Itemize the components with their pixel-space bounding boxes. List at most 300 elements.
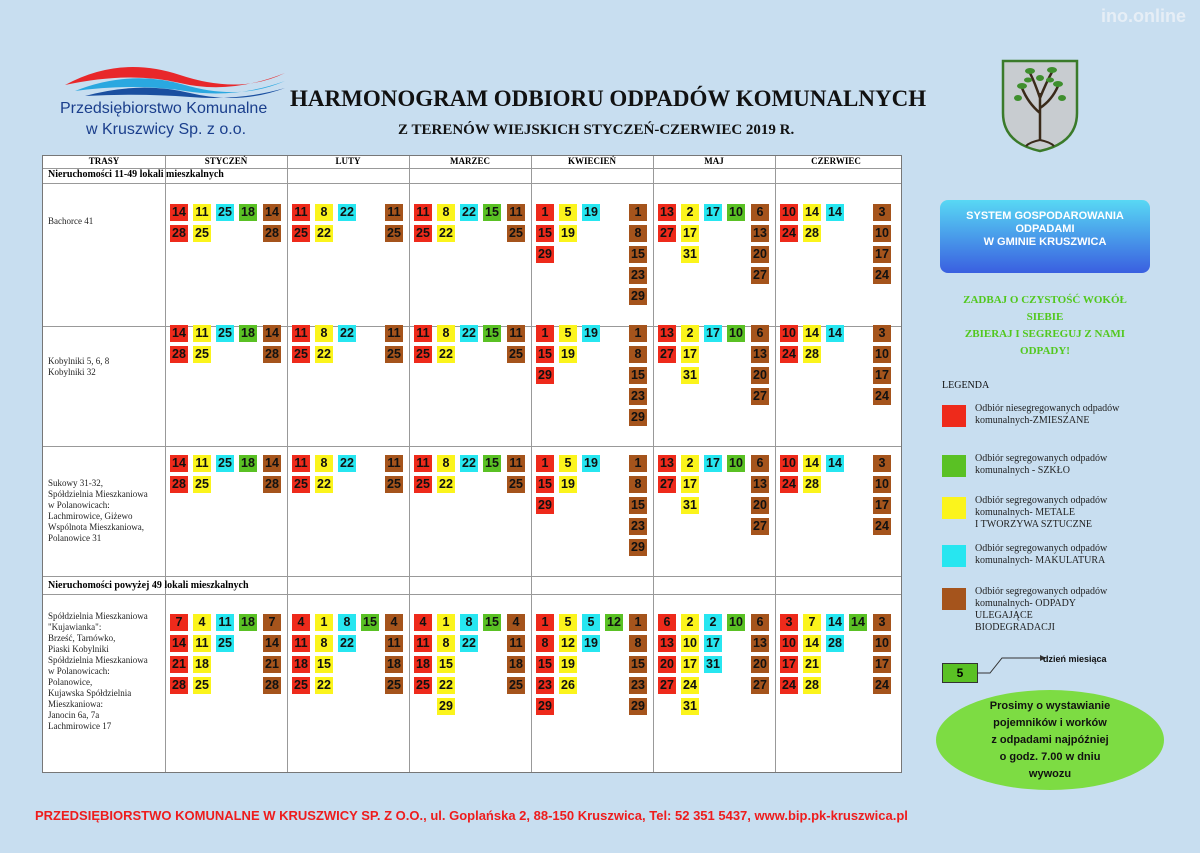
day-cell: 2 [704, 614, 722, 631]
legend-text [975, 543, 1135, 567]
day-cell: 12 [605, 614, 623, 631]
company-logo [50, 55, 290, 145]
day-cell: 25 [292, 476, 310, 493]
day-cell: 17 [873, 497, 891, 514]
day-cell: 29 [629, 288, 647, 305]
logo-swoosh-icon [60, 55, 290, 100]
day-cell: 25 [414, 346, 432, 363]
day-cell: 28 [803, 476, 821, 493]
day-cell: 11 [414, 635, 432, 652]
day-cell: 28 [803, 346, 821, 363]
day-cell: 11 [385, 635, 403, 652]
day-cell: 25 [507, 346, 525, 363]
day-cell: 8 [437, 204, 455, 221]
day-cell: 23 [629, 388, 647, 405]
route-label [48, 478, 166, 544]
day-cell: 25 [193, 476, 211, 493]
slogan-line: ZBIERAJ I SEGREGUJ Z NAMI [964, 328, 1126, 340]
day-cell: 13 [751, 635, 769, 652]
column-divider [531, 156, 532, 772]
section-heading: Nieruchomości powyżej 49 lokali mieszkalnych [48, 580, 249, 591]
column-divider [653, 156, 654, 772]
notice-oval [936, 690, 1164, 790]
route-line: Kobylniki 5, 6, 8 [48, 356, 110, 366]
day-cell: 13 [658, 204, 676, 221]
day-cell: 2 [681, 204, 699, 221]
day-cell: 31 [681, 246, 699, 263]
day-cell: 13 [658, 635, 676, 652]
route-label [48, 216, 166, 227]
legend-line: komunalnych-ZMIESZANE [975, 415, 1090, 426]
day-cell: 25 [216, 325, 234, 342]
day-cell: 15 [361, 614, 379, 631]
day-cell: 2 [681, 614, 699, 631]
route-line: Spółdzielnia Mieszkaniowa [48, 611, 148, 621]
day-cell: 28 [803, 677, 821, 694]
day-cell: 25 [385, 225, 403, 242]
route-line: Lachmirowice, Giżewo [48, 511, 133, 521]
day-cell: 18 [385, 656, 403, 673]
route-line: Kujawska Spółdzielnia [48, 688, 132, 698]
notice-line: pojemników i worków [993, 717, 1107, 729]
route-label [48, 356, 166, 378]
system-line: W GMINIE KRUSZWICA [983, 236, 1107, 248]
day-cell: 11 [507, 204, 525, 221]
day-cell: 24 [780, 677, 798, 694]
day-cell: 10 [727, 325, 745, 342]
route-line: Sukowy 31-32, [48, 478, 104, 488]
logo-line2: w Kruszwicy Sp. z o.o. [86, 121, 247, 138]
day-cell: 10 [727, 204, 745, 221]
legend-line: Odbiór segregowanych odpadów [975, 495, 1108, 506]
day-cell: 28 [170, 225, 188, 242]
day-cell: 29 [629, 539, 647, 556]
day-cell: 18 [239, 614, 257, 631]
day-cell: 23 [629, 677, 647, 694]
route-line: Polanowice, [48, 677, 93, 687]
day-cell: 15 [629, 497, 647, 514]
route-line: w Polanowicach: [48, 500, 110, 510]
legend-line: komunalnych - SZKŁO [975, 465, 1070, 476]
day-cell: 11 [193, 455, 211, 472]
day-cell: 3 [873, 614, 891, 631]
page-subtitle: Z TERENÓW WIEJSKICH STYCZEŃ-CZERWIEC 2019 R. [398, 122, 795, 138]
day-cell: 14 [263, 635, 281, 652]
day-cell: 17 [873, 367, 891, 384]
slogan-line: ODPADY! [1020, 345, 1070, 357]
day-cell: 20 [751, 367, 769, 384]
day-cell: 1 [536, 204, 554, 221]
day-cell: 25 [216, 635, 234, 652]
schedule-table [42, 155, 902, 773]
route-line: Mieszkaniowa: [48, 699, 103, 709]
day-cell: 11 [414, 204, 432, 221]
header-month: LUTY [335, 156, 361, 166]
route-line: Lachmirowice 17 [48, 721, 112, 731]
day-cell: 8 [338, 614, 356, 631]
day-cell: 3 [780, 614, 798, 631]
day-cell: 29 [629, 409, 647, 426]
day-cell: 27 [658, 677, 676, 694]
day-cell: 8 [629, 225, 647, 242]
day-cell: 18 [239, 455, 257, 472]
day-cell: 24 [780, 476, 798, 493]
day-cell: 8 [629, 346, 647, 363]
day-cell: 1 [629, 204, 647, 221]
day-cell: 8 [437, 325, 455, 342]
day-cell: 1 [315, 614, 333, 631]
legend-line: Odbiór segregowanych odpadów [975, 453, 1108, 464]
legend-example-label: dzień miesiąca [1043, 654, 1107, 664]
day-cell: 14 [803, 204, 821, 221]
day-cell: 11 [507, 635, 525, 652]
day-cell: 27 [751, 677, 769, 694]
day-cell: 14 [170, 455, 188, 472]
day-cell: 17 [704, 325, 722, 342]
day-cell: 11 [385, 204, 403, 221]
day-cell: 14 [849, 614, 867, 631]
day-cell: 7 [170, 614, 188, 631]
day-cell: 15 [483, 204, 501, 221]
row-divider [43, 183, 901, 184]
day-cell: 25 [216, 455, 234, 472]
day-cell: 27 [751, 518, 769, 535]
route-line: w Polanowicach: [48, 666, 110, 676]
route-line: "Kujawianka": [48, 622, 102, 632]
day-cell: 6 [751, 455, 769, 472]
day-cell: 17 [873, 656, 891, 673]
day-cell: 22 [437, 476, 455, 493]
day-cell: 27 [751, 267, 769, 284]
legend-swatch [942, 545, 966, 567]
day-cell: 4 [193, 614, 211, 631]
day-cell: 25 [414, 476, 432, 493]
day-cell: 19 [559, 656, 577, 673]
legend-swatch [942, 455, 966, 477]
day-cell: 23 [536, 677, 554, 694]
legend-swatch [942, 588, 966, 610]
day-cell: 14 [170, 325, 188, 342]
day-cell: 19 [582, 635, 600, 652]
day-cell: 11 [507, 455, 525, 472]
day-cell: 14 [803, 325, 821, 342]
day-cell: 22 [437, 225, 455, 242]
day-cell: 14 [803, 635, 821, 652]
day-cell: 19 [559, 225, 577, 242]
notice-line: o godz. 7.00 w dniu [999, 751, 1101, 763]
day-cell: 5 [559, 614, 577, 631]
day-cell: 22 [437, 677, 455, 694]
day-cell: 22 [338, 325, 356, 342]
day-cell: 3 [873, 455, 891, 472]
day-cell: 11 [292, 325, 310, 342]
day-cell: 24 [873, 267, 891, 284]
day-cell: 25 [385, 346, 403, 363]
day-cell: 10 [873, 476, 891, 493]
route-line: Kobylniki 32 [48, 367, 96, 377]
route-line: Bachorce 41 [48, 216, 94, 226]
route-line: Janocin 6a, 7a [48, 710, 100, 720]
day-cell: 17 [681, 476, 699, 493]
day-cell: 10 [873, 635, 891, 652]
day-cell: 21 [170, 656, 188, 673]
day-cell: 11 [507, 325, 525, 342]
day-cell: 14 [803, 455, 821, 472]
day-cell: 11 [292, 455, 310, 472]
day-cell: 20 [751, 656, 769, 673]
day-cell: 29 [629, 698, 647, 715]
day-cell: 2 [681, 325, 699, 342]
day-cell: 8 [437, 455, 455, 472]
route-line: Wspólnota Mieszkaniowa, [48, 522, 144, 532]
day-cell: 6 [751, 204, 769, 221]
day-cell: 19 [582, 325, 600, 342]
day-cell: 15 [536, 346, 554, 363]
row-divider [43, 446, 901, 447]
day-cell: 10 [681, 635, 699, 652]
day-cell: 28 [170, 346, 188, 363]
legend-text [975, 586, 1135, 634]
day-cell: 25 [193, 225, 211, 242]
day-cell: 20 [751, 246, 769, 263]
day-cell: 27 [658, 476, 676, 493]
day-cell: 19 [559, 346, 577, 363]
day-cell: 17 [873, 246, 891, 263]
day-cell: 28 [263, 476, 281, 493]
day-cell: 14 [263, 455, 281, 472]
legend-title: LEGENDA [942, 380, 990, 391]
day-cell: 20 [658, 656, 676, 673]
day-cell: 6 [658, 614, 676, 631]
day-cell: 13 [751, 476, 769, 493]
day-cell: 1 [536, 325, 554, 342]
logo-line1: Przedsiębiorstwo Komunalne [60, 100, 268, 117]
day-cell: 15 [437, 656, 455, 673]
day-cell: 3 [873, 204, 891, 221]
day-cell: 22 [460, 455, 478, 472]
day-cell: 15 [629, 246, 647, 263]
day-cell: 27 [658, 225, 676, 242]
day-cell: 18 [239, 325, 257, 342]
day-cell: 28 [826, 635, 844, 652]
arrow-icon [978, 650, 1048, 675]
day-cell: 4 [414, 614, 432, 631]
day-cell: 19 [582, 204, 600, 221]
day-cell: 8 [437, 635, 455, 652]
day-cell: 28 [170, 476, 188, 493]
day-cell: 3 [873, 325, 891, 342]
day-cell: 1 [629, 455, 647, 472]
day-cell: 13 [751, 225, 769, 242]
day-cell: 20 [751, 497, 769, 514]
legend-line: BIODEGRADACJI [975, 622, 1055, 633]
day-cell: 5 [559, 325, 577, 342]
route-line: Brześć, Tarnówko, [48, 633, 116, 643]
day-cell: 25 [292, 677, 310, 694]
day-cell: 1 [536, 614, 554, 631]
day-cell: 8 [536, 635, 554, 652]
notice-line: Prosimy o wystawianie [989, 700, 1111, 712]
day-cell: 17 [681, 225, 699, 242]
day-cell: 24 [681, 677, 699, 694]
day-cell: 4 [507, 614, 525, 631]
header-trasy: TRASY [88, 156, 120, 166]
day-cell: 10 [780, 455, 798, 472]
day-cell: 2 [681, 455, 699, 472]
day-cell: 24 [873, 388, 891, 405]
day-cell: 19 [582, 455, 600, 472]
legend-swatch [942, 405, 966, 427]
day-cell: 29 [536, 246, 554, 263]
legend-text [975, 453, 1135, 477]
day-cell: 18 [193, 656, 211, 673]
route-label [48, 611, 166, 732]
route-line: Spółdzielnia Mieszkaniowa [48, 655, 148, 665]
day-cell: 11 [292, 635, 310, 652]
day-cell: 25 [385, 677, 403, 694]
day-cell: 22 [338, 204, 356, 221]
day-cell: 11 [414, 325, 432, 342]
row-divider [43, 576, 901, 577]
system-info-box [940, 200, 1150, 273]
day-cell: 18 [414, 656, 432, 673]
day-cell: 14 [826, 455, 844, 472]
legend-text [975, 495, 1135, 531]
day-cell: 10 [780, 325, 798, 342]
day-cell: 1 [536, 455, 554, 472]
day-cell: 6 [751, 325, 769, 342]
day-cell: 18 [507, 656, 525, 673]
page-title: HARMONOGRAM ODBIORU ODPADÓW KOMUNALNYCH [290, 86, 927, 111]
day-cell: 10 [727, 614, 745, 631]
day-cell: 14 [263, 204, 281, 221]
day-cell: 8 [629, 476, 647, 493]
day-cell: 31 [681, 367, 699, 384]
day-cell: 19 [559, 476, 577, 493]
system-line: SYSTEM GOSPODAROWANIA [966, 210, 1124, 222]
day-cell: 12 [559, 635, 577, 652]
day-cell: 13 [658, 455, 676, 472]
day-cell: 14 [826, 325, 844, 342]
legend-line: Odbiór niesegregowanych odpadów [975, 403, 1120, 414]
day-cell: 24 [873, 677, 891, 694]
day-cell: 22 [315, 225, 333, 242]
legend-swatch [942, 497, 966, 519]
header-month: KWIECIEŃ [567, 156, 616, 166]
notice-line: wywozu [1028, 768, 1072, 780]
day-cell: 8 [460, 614, 478, 631]
day-cell: 31 [704, 656, 722, 673]
route-line: Piaski Kobylniki [48, 644, 109, 654]
day-cell: 27 [751, 388, 769, 405]
day-cell: 11 [193, 204, 211, 221]
day-cell: 17 [780, 656, 798, 673]
header-month: CZERWIEC [811, 156, 861, 166]
day-cell: 10 [873, 225, 891, 242]
day-cell: 25 [193, 677, 211, 694]
day-cell: 23 [629, 518, 647, 535]
day-cell: 25 [292, 346, 310, 363]
day-cell: 7 [803, 614, 821, 631]
section-heading: Nieruchomości 11-49 lokali mieszkalnych [48, 169, 224, 180]
day-cell: 25 [507, 677, 525, 694]
day-cell: 25 [216, 204, 234, 221]
day-cell: 7 [263, 614, 281, 631]
day-cell: 31 [681, 698, 699, 715]
system-line: ODPADAMI [1015, 223, 1075, 235]
day-cell: 11 [292, 204, 310, 221]
day-cell: 8 [315, 204, 333, 221]
watermark: ino.online [1101, 6, 1186, 26]
day-cell: 18 [292, 656, 310, 673]
day-cell: 29 [437, 698, 455, 715]
column-divider [409, 156, 410, 772]
day-cell: 8 [315, 635, 333, 652]
day-cell: 22 [460, 325, 478, 342]
day-cell: 14 [170, 204, 188, 221]
day-cell: 22 [460, 204, 478, 221]
day-cell: 22 [338, 635, 356, 652]
day-cell: 10 [873, 346, 891, 363]
day-cell: 5 [559, 455, 577, 472]
legend-example-day: 5 [942, 663, 978, 683]
day-cell: 6 [751, 614, 769, 631]
day-cell: 10 [727, 455, 745, 472]
day-cell: 5 [582, 614, 600, 631]
legend-line: komunalnych- METALE [975, 507, 1076, 518]
day-cell: 21 [803, 656, 821, 673]
column-divider [775, 156, 776, 772]
day-cell: 28 [170, 677, 188, 694]
day-cell: 25 [193, 346, 211, 363]
day-cell: 14 [170, 635, 188, 652]
route-line: Polanowice 31 [48, 533, 102, 543]
notice-line: z odpadami najpóźniej [991, 734, 1109, 746]
day-cell: 4 [385, 614, 403, 631]
day-cell: 17 [681, 346, 699, 363]
day-cell: 25 [507, 225, 525, 242]
day-cell: 24 [780, 225, 798, 242]
legend-line: komunalnych- ODPADY ULEGAJĄCE [975, 598, 1076, 621]
day-cell: 17 [704, 204, 722, 221]
day-cell: 26 [559, 677, 577, 694]
day-cell: 11 [385, 325, 403, 342]
day-cell: 17 [704, 635, 722, 652]
day-cell: 17 [681, 656, 699, 673]
day-cell: 1 [437, 614, 455, 631]
day-cell: 31 [681, 497, 699, 514]
day-cell: 15 [483, 614, 501, 631]
day-cell: 25 [414, 225, 432, 242]
day-cell: 25 [507, 476, 525, 493]
day-cell: 11 [216, 614, 234, 631]
day-cell: 25 [385, 476, 403, 493]
day-cell: 8 [629, 635, 647, 652]
legend-line: I TWORZYWA SZTUCZNE [975, 519, 1093, 530]
day-cell: 15 [483, 455, 501, 472]
legend-line: Odbiór segregowanych odpadów [975, 586, 1108, 597]
day-cell: 11 [193, 325, 211, 342]
header-month: STYCZEŃ [204, 156, 248, 166]
day-cell: 15 [536, 225, 554, 242]
column-divider [287, 156, 288, 772]
day-cell: 22 [315, 346, 333, 363]
day-cell: 18 [239, 204, 257, 221]
day-cell: 8 [315, 325, 333, 342]
legend-line: komunalnych- MAKULATURA [975, 555, 1106, 566]
day-cell: 22 [315, 677, 333, 694]
legend-text [975, 403, 1135, 427]
